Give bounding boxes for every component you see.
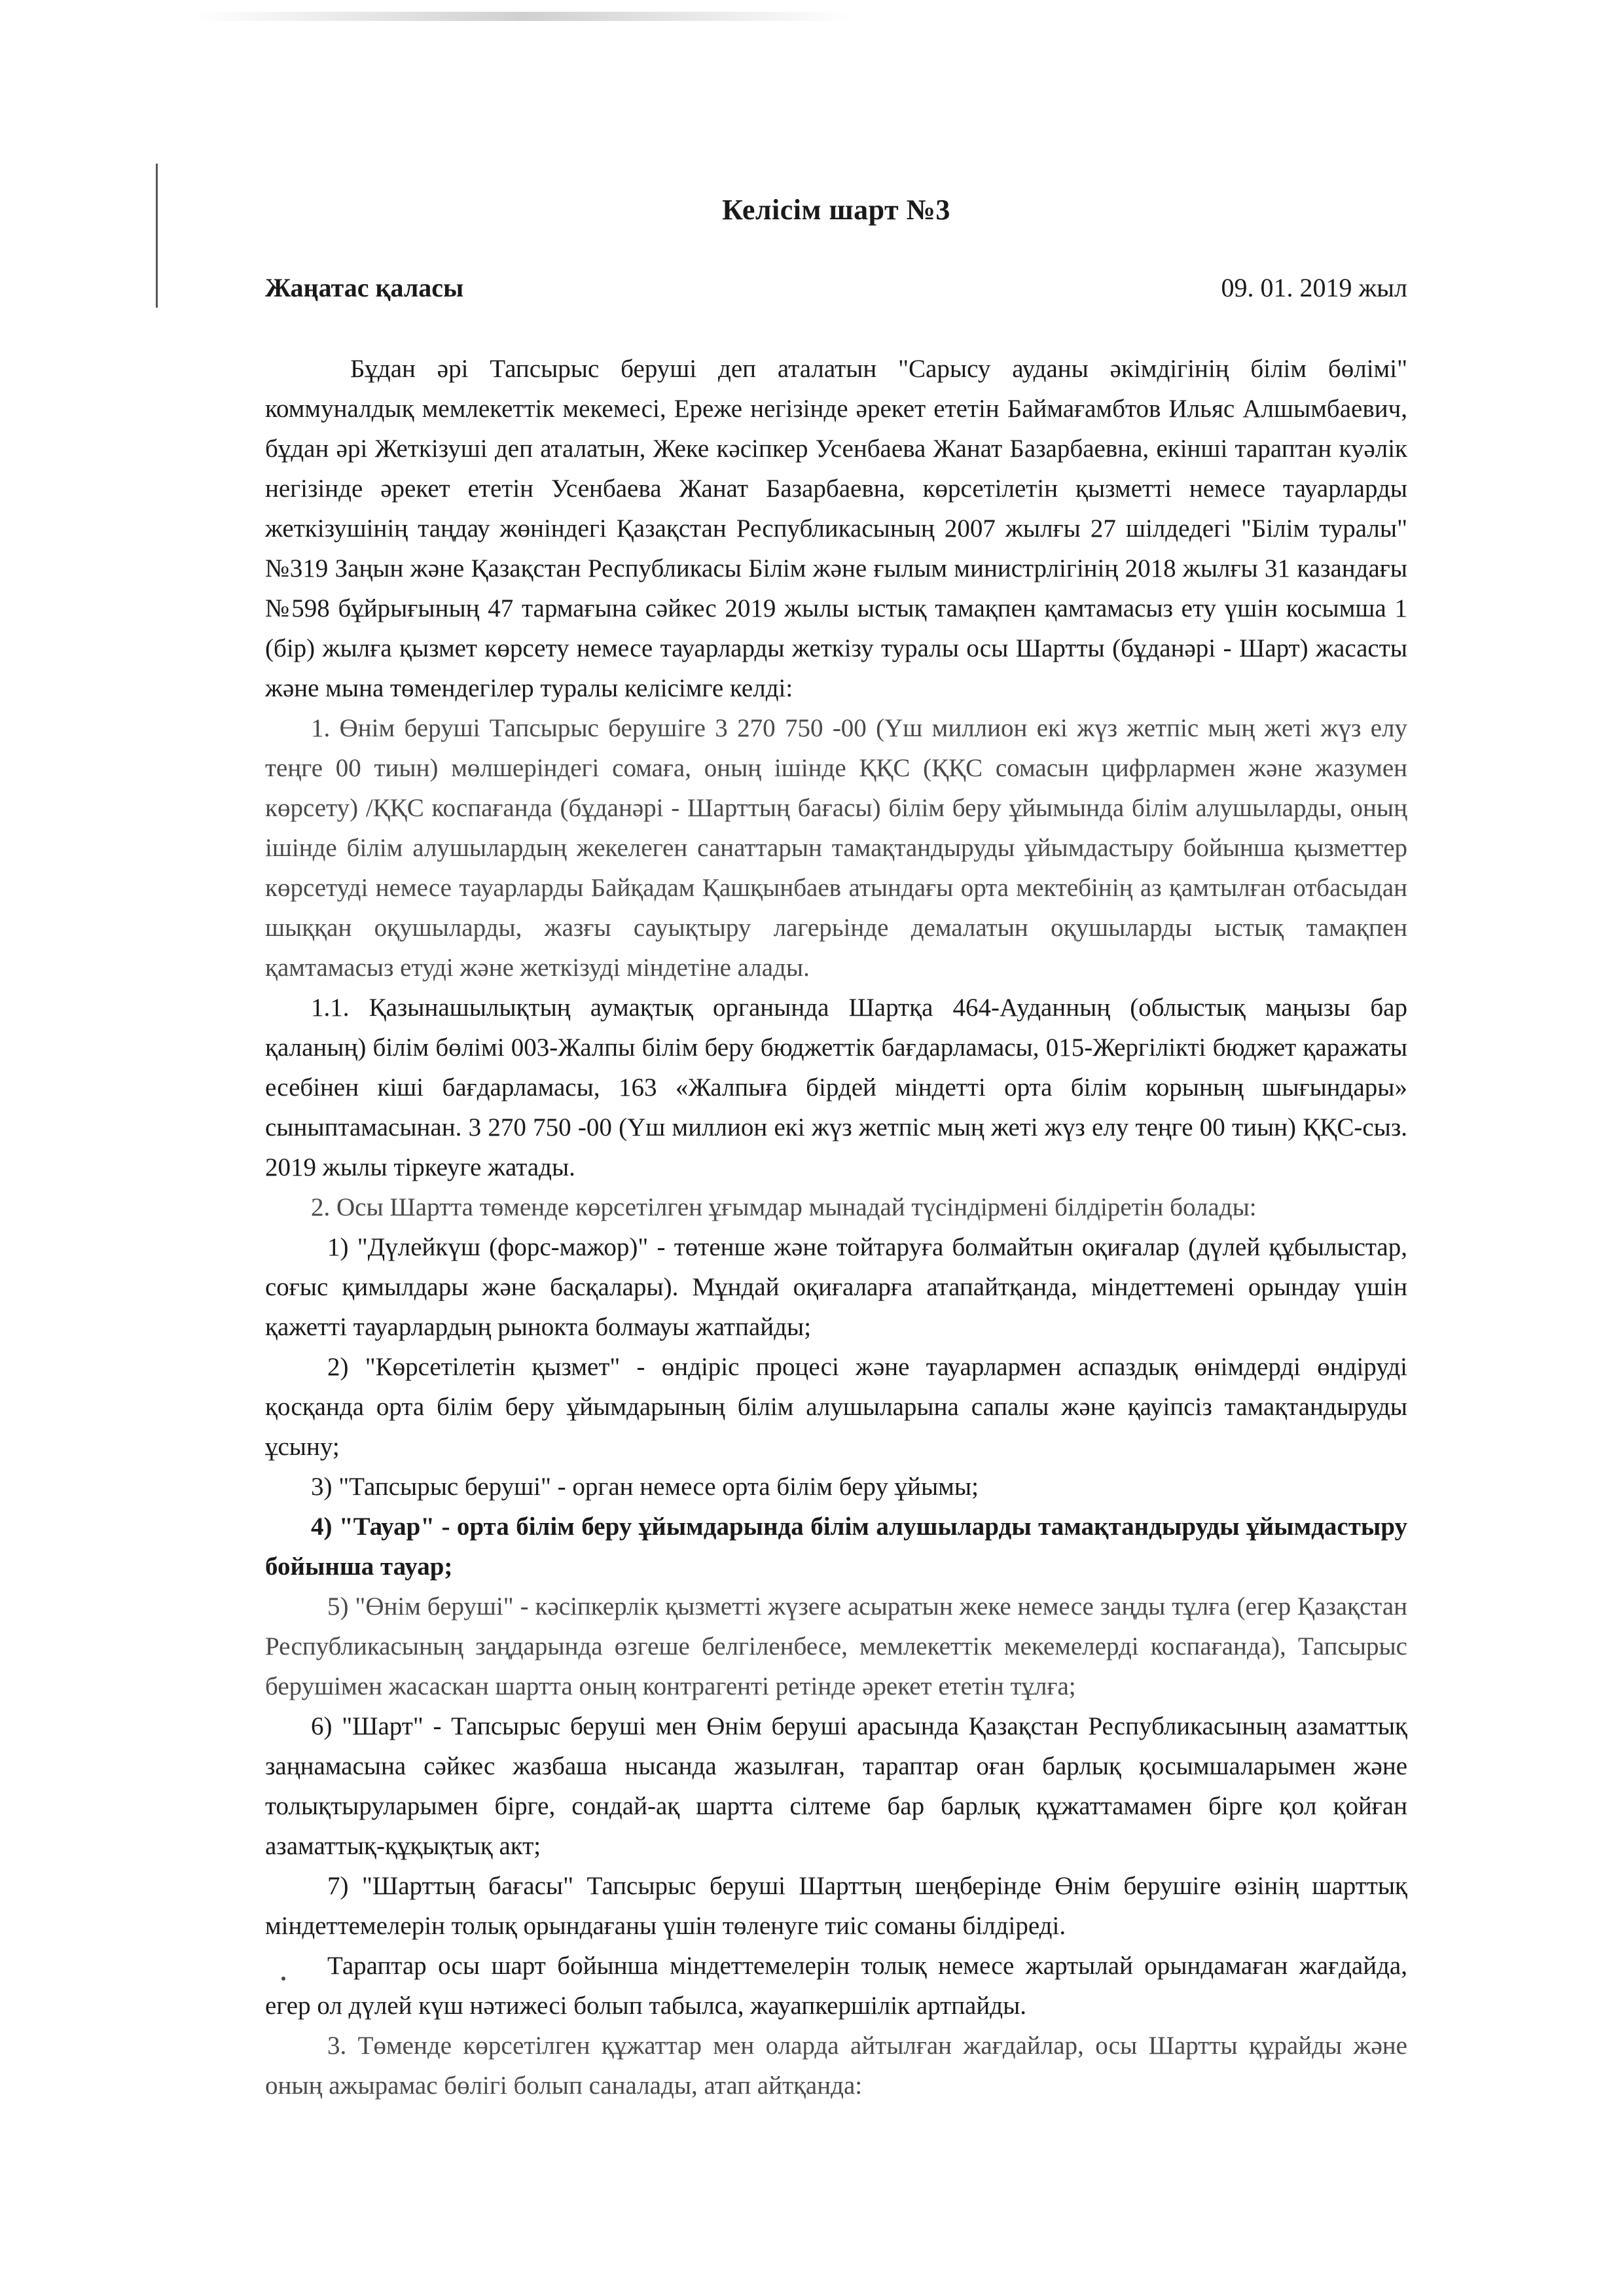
paragraph-definition-2: 2) "Көрсетілетін қызмет" - өндіріс процесі және тауарлармен аспаздық өнімдерді өндіруді қосқанда орта білім беру ұйымдарының білім алушыларына сапалы және қауіпсіз тамақтандыруды ұсыну;	[265, 1353, 1407, 1461]
scan-artifact-edge	[156, 164, 158, 308]
document-page	[265, 193, 1407, 2106]
paragraph-clause-3: 3. Төменде көрсетілген құжаттар мен оларда айтылған жағдайлар, осы Шартты құрайды және оның ажырамас бөлігі болып саналады, атап айтқанда:	[265, 2032, 1407, 2100]
paragraph-clause-1: 1. Өнім беруші Тапсырыс берушіге 3 270 750 -00 (Үш миллион екі жүз жетпіс мың жеті жүз елу теңге 00 тиын) мөлшеріндегі сомаға, оның ішінде ҚҚС (ҚҚС сомасын цифрлармен және жазумен көрсету) /ҚҚС коспағанда (бұданәрі - Шарттың бағасы) білім беру ұйымында білім алушыларды, оның ішінде білім алушылардың жекелеген санаттарын тамақтандыруды ұйымдастыру бойынша қызметтер көрсетуді немесе тауарларды Байқадам Қашқынбаев атындағы орта мектебінің аз қамтылған отбасыдан шыққан оқушыларды, жазғы сауықтыру лагерьінде демалатын оқушыларды ыстық тамақпен қамтамасыз етуді және жеткізуді міндетіне алады.	[265, 714, 1407, 982]
paragraph-definition-4: 4) "Тауар" - орта білім беру ұйымдарында білім алушыларды тамақтандыруды ұйымдастыру бойынша тауар;	[265, 1513, 1407, 1581]
paragraph-definition-1: 1) "Дүлейкүш (форс-мажор)" - төтенше және тойтаруға болмайтын оқиғалар (дүлей құбылыстар, соғыс қимылдары және басқалары). Мұндай оқиғаларға атапайтқанда, міндеттемені орындау үшін қажетті тауарлардың рынокта болмауы жатпайды;	[265, 1233, 1407, 1341]
paragraph-definition-3: 3) "Тапсырыс беруші" - орган немесе орта білім беру ұйымы;	[311, 1473, 979, 1501]
scan-artifact-top	[196, 12, 851, 21]
paragraph-definition-7: 7) "Шарттың бағасы" Тапсырыс беруші Шарттың шеңберінде Өнім берушіге өзінің шарттық міндеттемелерін толық орындағаны үшін төленуге тиіс соманы білдіреді.	[265, 1872, 1407, 1940]
paragraph-clause-2: 2. Осы Шартта төменде көрсетілген ұғымдар мынадай түсіндірмені білдіретін болады:	[311, 1193, 1257, 1221]
paragraph-preamble: Бұдан әрі Тапсырыс беруші деп аталатын "Сарысу ауданы әкімдігінің білім бөлімі" коммуналдық мемлекеттік мекемесі, Ереже негізінде әрекет ететін Баймағамбтов Ильяс Алшымбаевич, бұдан әрі Жеткізуші деп аталатын, Жеке кәсіпкер Усенбаева Жанат Базарбаевна, екінші тараптан куәлік негізінде әрекет ететін Усенбаева Жанат Базарбаевна, көрсетілетін қызметті немесе тауарларды жеткізушінің таңдау жөніндегі Қазақстан Республикасының 2007 жылғы 27 шілдедегі "Білім туралы" №319 Заңын және Қазақстан Республикасы Білім және ғылым министрлігінің 2018 жылғы 31 казандағы №598 бұйрығының 47 тармағына сәйкес 2019 жылы ыстық тамақпен қамтамасыз ету үшін косымша 1 (бір) жылға қызмет көрсету немесе тауарларды жеткізу туралы осы Шартты (бұданәрі - Шарт) жасасты және мына төмендегілер туралы келісімге келді:	[265, 355, 1407, 702]
place-date-row	[265, 272, 1407, 303]
document-place: Жаңатас қаласы	[265, 273, 464, 302]
paragraph-definition-5: 5) "Өнім беруші" - кәсіпкерлік қызметті жүзеге асыратын жеке немесе заңды тұлға (егер Қазақстан Республикасының заңдарында өзгеше белгіленбесе, мемлекеттік мекемелерді коспағанда), Тапсырыс берушімен жасаскан шартта оның контрагенті ретінде әрекет ететін тұлға;	[265, 1592, 1407, 1700]
paragraph-clause-1-1: 1.1. Қазынашылықтың аумақтық органында Шартқа 464-Ауданның (облыстық маңызы бар қаланың) білім бөлімі 003-Жалпы білім беру бюджеттік бағдарламасы, 015-Жергілікті бюджет қаражаты есебінен кіші бағдарламасы, 163 «Жалпыға бірдей міндетті орта білім корының шығындары» сыныптамасынан. 3 270 750 -00 (Үш миллион екі жүз жетпіс мың жеті жүз елу теңге 00 тиын) ҚҚС-сыз. 2019 жылы тіркеуге жатады.	[265, 994, 1407, 1181]
paragraph-liability: Тараптар осы шарт бойынша міндеттемелерін толық немесе жартылай орындамаған жағдайда, егер ол дүлей күш нәтижесі болып табылса, жауапкершілік артпайды.	[265, 1952, 1407, 2020]
document-title: Келісім шарт №3	[722, 194, 950, 226]
document-date: 09. 01. 2019 жыл	[1221, 273, 1407, 302]
paragraph-definition-6: 6) "Шарт" - Тапсырыс беруші мен Өнім беруші арасында Қазақстан Республикасының азаматтық заңнамасына сәйкес жазбаша нысанда жазылған, тараптар оған барлық қосымшаларымен және толықтыруларымен бірге, сондай-ақ шартта сілтеме бар барлық құжаттамамен бірге қол қойған азаматтық-құқықтық акт;	[265, 1712, 1407, 1860]
